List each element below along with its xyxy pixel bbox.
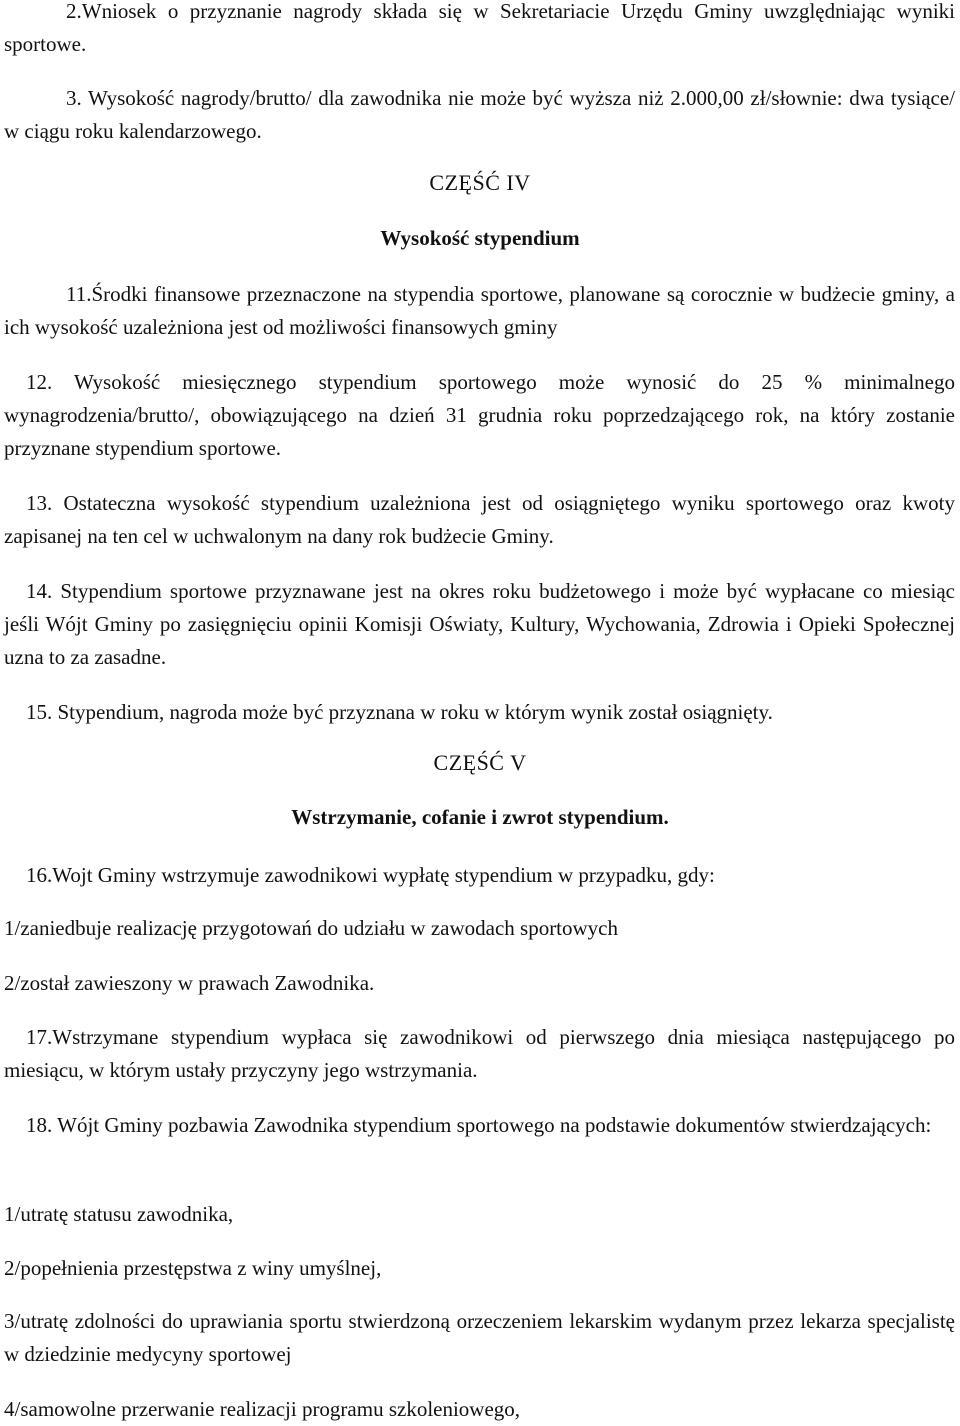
paragraph-18-item-4: 4/samowolne przerwanie realizacji programu szkoleniowego, [4, 1397, 521, 1421]
section-title-part-4: Wysokość stypendium [380, 226, 580, 250]
paragraph-18: 18. Wójt Gminy pozbawia Zawodnika stypendium sportowego na podstawie dokumentów stwierdzających: [26, 1113, 932, 1137]
paragraph-11: 11.Środki finansowe przeznaczone na stypendia sportowe, planowane są corocznie w budżecie gminy, a ich wysokość uzależniona jest od możliwości finansowych gminy [4, 282, 955, 339]
paragraph-17: 17.Wstrzymane stypendium wypłaca się zawodnikowi od pierwszego dnia miesiąca następującego po miesiącu, w którym ustały przyczyny jego wstrzymania. [4, 1025, 955, 1082]
paragraph-12: 12. Wysokość miesięcznego stypendium sportowego może wynosić do 25 % minimalnego wynagrodzenia/brutto/, obowiązującego na dzień 31 grudnia roku poprzedzającego rok, na który zostanie przyznane stypendium sportowe. [4, 370, 955, 460]
paragraph-13: 13. Ostateczna wysokość stypendium uzależniona jest od osiągniętego wyniku sportowego oraz kwoty zapisanej na ten cel w uchwalonym na dany rok budżecie Gminy. [4, 491, 955, 548]
paragraph-2: 2.Wniosek o przyznanie nagrody składa się w Sekretariacie Urzędu Gminy uwzględniając wyniki sportowe. [4, 0, 955, 56]
section-heading-part-5: CZĘŚĆ V [433, 750, 527, 775]
paragraph-18-item-3: 3/utratę zdolności do uprawiania sportu stwierdzoną orzeczeniem lekarskim wydanym przez lekarza specjalistę w dziedzinie medycyny sportowej [4, 1309, 955, 1366]
paragraph-16: 16.Wojt Gminy wstrzymuje zawodnikowi wypłatę stypendium w przypadku, gdy: [26, 863, 715, 887]
paragraph-14: 14. Stypendium sportowe przyznawane jest na okres roku budżetowego i może być wypłacane co miesiąc jeśli Wójt Gminy po zasięgnięciu opinii Komisji Oświaty, Kultury, Wychowania, Zdrowia i Opieki Społecznej uzna to za zasadne. [4, 579, 955, 669]
paragraph-18-item-2: 2/popełnienia przestępstwa z winy umyślnej, [4, 1256, 382, 1280]
section-title-part-5: Wstrzymanie, cofanie i zwrot stypendium. [291, 805, 669, 829]
paragraph-3: 3. Wysokość nagrody/brutto/ dla zawodnika nie może być wyższa niż 2.000,00 zł/słownie: dwa tysiące/ w ciągu roku kalendarzowego. [4, 86, 955, 143]
paragraph-16-item-1: 1/zaniedbuje realizację przygotowań do udziału w zawodach sportowych [4, 916, 619, 940]
paragraph-16-item-2: 2/został zawieszony w prawach Zawodnika. [4, 971, 375, 995]
paragraph-15: 15. Stypendium, nagroda może być przyznana w roku w którym wynik został osiągnięty. [26, 700, 773, 724]
section-heading-part-4: CZĘŚĆ IV [429, 170, 531, 195]
paragraph-18-item-1: 1/utratę statusu zawodnika, [4, 1202, 234, 1226]
